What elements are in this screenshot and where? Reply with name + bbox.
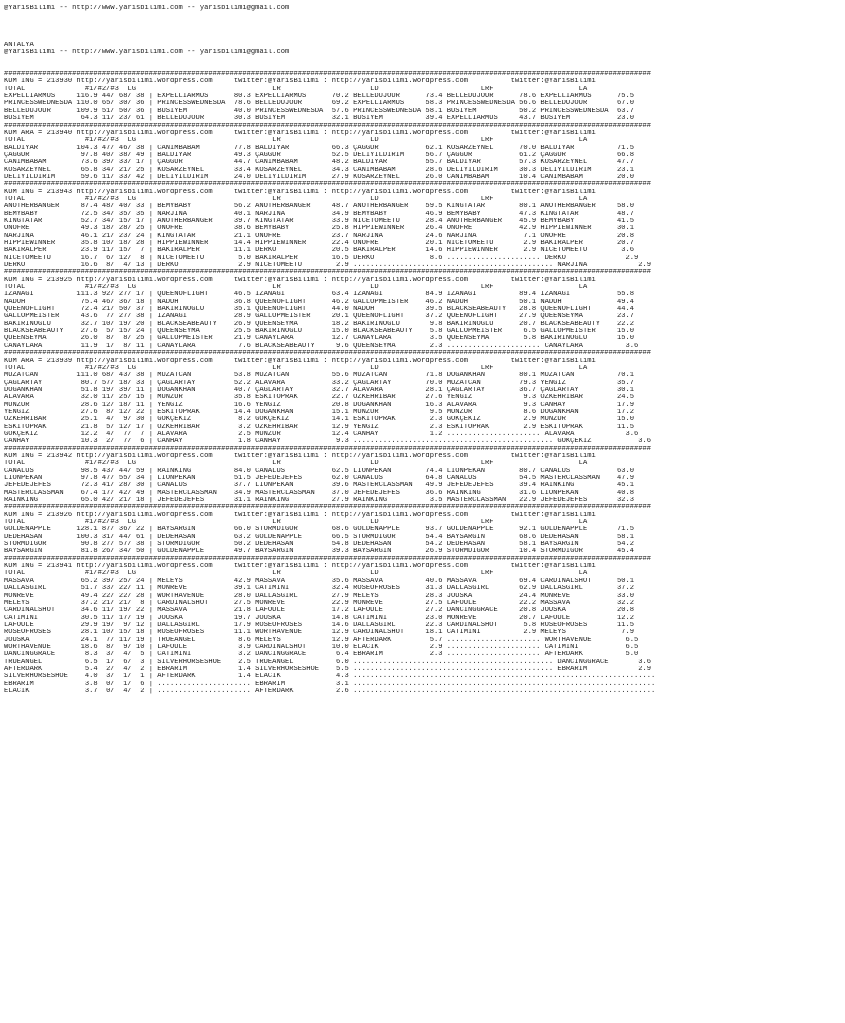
horse-row: CATIMINI 30.5 11/ 17/ 19 | JOUSKA 19.7 JOUSKA 14.8 CATIMINI 23.0 MONREVE 20.7 LAFOULE 12.2 [4, 614, 635, 622]
credit-line: @YarisBilimi -- http://www.yarisbilimi.com -- yarisbilimi@gmail.com [4, 49, 290, 57]
horse-row: QUEENOFLIGHT 72.4 21/ 50/ 37 | BAKIRINOGLU 35.1 QUEENOFLIGHT 44.0 NADUH 39.5 BLACKSEABEAUTY 28.8 QUEENOFLIGHT 44.4 [4, 306, 635, 314]
race-header: KUM ARA = 213940 http://yarisbilimi.wordpress.com twitter:@YarisBilimi : http://yarisbilimi.wordpress.com twitter:@YarisBilimi [4, 129, 596, 137]
horse-row: CANAYLARA 11.9 1/ 8/ 11 | CANAYLARA 7.6 BLACKSEABEAUTY 9.6 QUEENSEYMA 2.3 ...................... CANAYLARA 3.6 [4, 342, 639, 350]
horse-row: GALLOPMEISTER 43.6 7/ 27/ 38 | IZANAGI 28.9 GALLOPMEISTER 20.1 QUEENOFLIGHT 37.2 QUEENOFLIGHT 27.9 QUEENSEYMA 23.7 [4, 313, 635, 321]
race-block [4, 181, 845, 269]
horse-row: QUEENSEYMA 26.0 8/ 8/ 25 | GALLOPMEISTER 21.9 CANAYLARA 12.7 CANAYLARA 3.5 QUEENSEYMA 5.8 BAKIRINOGLU 15.0 [4, 335, 635, 343]
horse-row: MUZATCAN 111.0 68/ 43/ 38 | MUZATCAN 53.8 MUZATCAN 55.6 MUZATCAN 71.8 DOGANKHAN 80.1 MUZATCAN 70.1 [4, 372, 635, 380]
race-block [4, 123, 845, 182]
horse-row: EXPELLIARMUS 116.9 44/ 68/ 38 | EXPELLIARMUS 80.3 EXPELLIARMUS 70.2 BELLEDUJOUR 73.4 BELLEDUJOUR 78.6 EXPELLIARMUS 75.5 [4, 93, 635, 101]
horse-row: ESKITOPRAK 21.8 5/ 12/ 17 | ÖZKEHRIBAR 3.2 ÖZKEHRIBAR 12.9 YENGIZ 2.3 ESKITOPRAK 2.9 ESKITOPRAK 11.5 [4, 423, 635, 431]
header-line: @YarisBilimi -- http://www.yarisbilimi.com -- yarisbilimi@gmail.com [4, 5, 290, 12]
spacer [4, 12, 845, 19]
spacer [4, 27, 845, 34]
horse-row: ELACIK 3.7 0/ 4/ 2 | ...................... AFTERDARK 2.6 ....................................................................... [4, 687, 656, 695]
horse-row: PRINCESSWEDNESDA 110.0 65/ 30/ 36 | PRINCESSWEDNESDA 78.6 BELLEDUJOUR 69.2 EXPELLIARMUS 58.3 PRINCESSWEDNESDA 56.6 BELLEDUJOUR 67.0 [4, 100, 635, 108]
horse-row: DEDEHASAN 100.3 31/ 44/ 61 | DEDEHASAN 63.2 GOLDENAPPLE 66.5 STORMDIGOR 54.4 BAYSARGIN 68.6 DEDEHASAN 58.1 [4, 533, 635, 541]
race-header: KUM ING = 213943 http://yarisbilimi.wordpress.com twitter:@YarisBilimi : http://yarisbilimi.wordpress.com twitter:@YarisBilimi [4, 188, 596, 196]
spacer [4, 34, 845, 41]
horse-row: CANIMBABAM 73.6 39/ 33/ 17 | ÇAGGÜR 44.7 CANIMBABAM 48.2 BALDIYAR 55.7 BALDIYAR 57.3 KOSARZEYNEL 47.7 [4, 159, 635, 167]
horse-row: TRUEANGEL 6.5 1/ 6/ 3 | SILVERHORSESHOE 2.5 TRUEANGEL 6.0 ............................................... DANCINGGRACE 3.6 [4, 658, 652, 666]
spacer [4, 20, 845, 27]
horse-row: KOSARZEYNEL 65.8 34/ 21/ 25 | KOSARZEYNEL 33.4 KOSARZEYNEL 34.3 CANIMBABAM 28.6 DELIYILDIRIM 30.3 DELIYILDIRIM 23.1 [4, 166, 635, 174]
race-block [4, 446, 845, 505]
separator-line: ######################################################################################################################################################## [4, 445, 652, 453]
horse-row: MELEYS 37.2 21/ 21/ 8 | CARDINALSHOT 27.5 MONREVE 22.9 MONREVE 27.5 LAFOULE 22.2 MASSAVA 32.2 [4, 599, 635, 607]
horse-row: SILVERHORSESHOE 4.0 3/ 1/ 1 | AFTERDARK 1.4 ELACIK 4.3 ....................................................................... [4, 673, 656, 681]
horse-row: DANCINGGRACE 8.3 3/ 4/ 5 | CATIMINI 3.2 DANCINGGRACE 6.4 EBRARIM 2.3 ...................... AFTERDARK 5.0 [4, 651, 639, 659]
spacer [4, 64, 845, 71]
race-header: KUM ING = 213941 http://yarisbilimi.wordpress.com twitter:@YarisBilimi : http://yarisbilimi.wordpress.com twitter:@YarisBilimi [4, 563, 596, 571]
race-block [4, 269, 845, 350]
horse-row: MASTERCLASSMAN 67.4 17/ 42/ 49 | MASTERCLASSMAN 34.9 MASTERCLASSMAN 37.0 JEFEDEJEFES 36.6 RAINKING 31.6 LIONPEKAN 40.8 [4, 489, 635, 497]
horse-row: ROSEOFROSES 28.1 10/ 15/ 18 | ROSEOFROSES 11.1 WORTHAVENUE 12.9 CARDINALSHOT 18.1 CATIMINI 2.9 MELEYS 7.9 [4, 629, 635, 637]
horse-row: DELIYILDIRIM 59.6 11/ 33/ 42 | DELIYILDIRIM 24.0 DELIYILDIRIM 27.9 KOSARZEYNEL 26.0 CANIMBABAM 10.4 CANIMBABAM 20.0 [4, 173, 635, 181]
horse-row: ONOFRE 49.3 18/ 28/ 25 | ONOFRE 38.6 BEMYBABY 25.8 HIPPIEWINNER 26.4 ONOFRE 42.9 HIPPIEWINNER 30.1 [4, 225, 635, 233]
horse-row: LIONPEKAN 97.8 47/ 55/ 34 | LIONPEKAN 51.5 JEFEDEJEFES 62.0 CANALUS 64.8 CANALUS 54.5 MASTERCLASSMAN 47.9 [4, 475, 635, 482]
horse-row: WORTHAVENUE 18.6 8/ 9/ 10 | LAFOULE 3.9 CARDINALSHOT 10.0 ELACIK 2.9 ...................... CATIMINI 6.5 [4, 643, 639, 651]
race-header: KUM ARA = 213939 http://yarisbilimi.wordpress.com twitter:@YarisBilimi : http://yarisbilimi.wordpress.com twitter:@YarisBilimi [4, 357, 596, 365]
horse-row: NARJINA 46.1 21/ 23/ 24 | KINGTATAR 21.1 ONOFRE 23.7 NARJINA 24.6 NARJINA 7.1 ONOFRE 20.8 [4, 232, 635, 240]
column-headers: TOTAL #1/#2/#3 LG LR LD LRF LA [4, 85, 588, 93]
horse-row: MASSAVA 65.2 39/ 25/ 24 | MELEYS 42.9 MASSAVA 35.6 MASSAVA 40.6 MASSAVA 69.4 CARDINALSHOT 50.1 [4, 577, 635, 585]
race-list [4, 71, 845, 695]
column-headers: TOTAL #1/#2/#3 LG LR LD LRF LA [4, 519, 588, 527]
horse-row: BAKIRALPER 23.9 11/ 15/ 7 | BAKIRALPER 11.1 DERKO 20.5 BAKIRALPER 14.6 HIPPIEWINNER 2.9 NICETOMEETU 3.6 [4, 247, 635, 255]
separator-line: ######################################################################################################################################################## [4, 181, 652, 189]
horse-row: EBRARIM 3.8 0/ 1/ 6 | ...................... EBRARIM 3.1 ....................................................................... [4, 680, 656, 688]
race-block [4, 504, 845, 555]
horse-row: CANALUS 98.5 43/ 44/ 59 | RAINKING 84.0 CANALUS 62.5 LIONPEKAN 74.4 LIONPEKAN 80.7 CANALUS 63.0 [4, 467, 635, 475]
separator-line: ######################################################################################################################################################## [4, 122, 652, 130]
horse-row: HIPPIEWINNER 35.8 10/ 18/ 28 | HIPPIEWINNER 14.4 HIPPIEWINNER 22.4 ONOFRE 20.1 NICETOMEETU 2.9 BAKIRALPER 20.7 [4, 240, 635, 247]
horse-row: JEFEDEJEFES 72.3 41/ 28/ 30 | CANALUS 37.7 LIONPEKAN 39.6 MASTERCLASSMAN 49.9 JEFEDEJEFES 39.4 RAINKING 45.1 [4, 482, 635, 490]
horse-row: YENGIZ 27.6 8/ 12/ 22 | ESKITOPRAK 14.4 DOGANKHAN 15.1 MUNZUR 9.5 MUNZUR 8.6 DOGANKHAN 17.2 [4, 408, 635, 416]
column-headers: TOTAL #1/#2/#3 LG LR LD LRF LA [4, 364, 588, 372]
horse-row: KINGTATAR 52.7 34/ 15/ 17 | ANOTHERBANGER 39.7 KINGTATAR 33.9 NICETOMEETU 28.4 ANOTHERBANGER 45.9 BEMYBABY 41.5 [4, 217, 635, 225]
separator-line: ######################################################################################################################################################## [4, 269, 652, 277]
horse-row: CARDINALSHOT 34.6 11/ 19/ 22 | MASSAVA 21.8 LAFOULE 17.2 LAFOULE 27.2 DANCINGGRACE 20.8 JOUSKA 20.8 [4, 607, 635, 615]
spacer [4, 56, 845, 63]
horse-row: BAYSARGIN 81.8 26/ 34/ 50 | GOLDENAPPLE 49.7 BAYSARGIN 39.3 BAYSARGIN 26.9 STORMDIGOR 10.4 STORMDIGOR 45.4 [4, 548, 635, 556]
horse-row: ANOTHERBANGER 87.4 48/ 40/ 33 | BEMYBABY 56.2 ANOTHERBANGER 48.7 ANOTHERBANGER 59.5 KINGTATAR 80.1 ANOTHERBANGER 58.0 [4, 203, 635, 211]
horse-row: ÖZKEHRIBAR 25.1 4/ 9/ 30 | GÖKÇEKIZ 8.2 GÖKÇEKIZ 14.1 ESKITOPRAK 2.3 GÖKÇEKIZ 2.9 MUNZUR 15.0 [4, 416, 635, 424]
horse-row: DALLASGIRL 51.7 33/ 22/ 11 | MONREVE 39.1 CATIMINI 32.4 ROSEOFROSES 31.3 DALLASGIRL 62.9 DALLASGIRL 37.2 [4, 585, 635, 593]
horse-row: DERKO 16.6 8/ 4/ 13 | DERKO 2.9 NICETOMEETU 2.9 ............................................... NARJINA 2.9 [4, 262, 652, 270]
separator-line: ######################################################################################################################################################## [4, 350, 652, 358]
horse-row: JOUSKA 24.1 7/ 11/ 19 | TRUEANGEL 8.6 MELEYS 12.9 AFTERDARK 5.7 ...................... WORTHAVENUE 6.5 [4, 636, 639, 644]
location-title: ANTALYA [4, 41, 34, 49]
horse-row: MONREVE 49.4 22/ 22/ 28 | WORTHAVENUE 28.0 DALLASGIRL 27.9 MELEYS 28.3 JOUSKA 24.4 MONREVE 33.0 [4, 592, 635, 600]
race-header: KUM ING = 213942 http://yarisbilimi.wordpress.com twitter:@YarisBilimi : http://yarisbilimi.wordpress.com twitter:@YarisBilimi [4, 452, 596, 460]
horse-row: BÜSIYEM 64.3 11/ 23/ 61 | BELLEDUJOUR 30.3 BÜSIYEM 32.1 BÜSIYEM 39.4 EXPELLIARMUS 43.7 BÜSIYEM 23.0 [4, 115, 635, 123]
column-headers: TOTAL #1/#2/#3 LG LR LD LRF LA [4, 284, 588, 292]
race-block [4, 71, 845, 122]
race-block [4, 350, 845, 445]
horse-row: STORMDIGOR 90.8 27/ 57/ 38 | STORMDIGOR 50.2 DEDEHASAN 54.8 DEDEHASAN 54.2 DEDEHASAN 58.1 BAYSARGIN 54.2 [4, 541, 635, 549]
horse-row: ALAVARA 32.0 11/ 25/ 15 | MUNZUR 35.8 ESKITOPRAK 22.7 ÖZKEHRIBAR 27.6 YENGIZ 9.3 ÖZKEHRIBAR 24.5 [4, 394, 635, 402]
horse-row: RAINKING 65.0 42/ 21/ 18 | JEFEDEJEFES 31.1 RAINKING 27.9 RAINKING 3.5 MASTERCLASSMAN 22.9 JEFEDEJEFES 32.3 [4, 497, 635, 505]
separator-line: ######################################################################################################################################################## [4, 71, 652, 79]
horse-row: NICETOMEETU 16.7 6/ 12/ 8 | NICETOMEETU 5.0 BAKIRALPER 16.5 DERKO 8.6 ...................... DERKO 2.9 [4, 254, 639, 262]
separator-line: ######################################################################################################################################################## [4, 504, 652, 512]
horse-row: MUNZUR 28.6 12/ 18/ 11 | YENGIZ 16.6 YENGIZ 20.8 DOGANKHAN 16.3 ALAVARA 9.3 CANHAY 17.9 [4, 401, 635, 409]
horse-row: NADUH 75.4 46/ 36/ 18 | NADUH 36.8 QUEENOFLIGHT 46.2 GALLOPMEISTER 46.2 NADUH 50.1 NADUH 49.4 [4, 298, 635, 306]
horse-row: BALDIYAR 104.3 47/ 46/ 38 | CANIMBABAM 77.8 BALDIYAR 66.3 ÇAGGÜR 62.1 KOSARZEYNEL 70.0 BALDIYAR 71.5 [4, 144, 635, 152]
horse-row: ÇAGLARTAY 80.7 57/ 18/ 33 | ÇAGLARTAY 52.2 ALAVARA 33.2 ÇAGLARTAY 70.0 MUZATCAN 79.3 YENGIZ 35.7 [4, 379, 635, 387]
horse-row: AFTERDARK 5.4 2/ 4/ 2 | EBRARIM 1.4 SILVERHORSESHOE 5.5 ............................................... EBRARIM 2.9 [4, 665, 652, 673]
horse-row: CANHAY 10.3 2/ 7/ 6 | CANHAY 1.8 CANHAY 9.3 ............................................... GÖKÇEKIZ 3.6 [4, 438, 652, 446]
column-headers: TOTAL #1/#2/#3 LG LR LD LRF LA [4, 137, 588, 145]
horse-row: LAFOULE 29.9 19/ 9/ 12 | DALLASGIRL 17.9 ROSEOFROSES 14.6 DALLASGIRL 22.3 CARDINALSHOT 5.8 ROSEOFROSES 11.5 [4, 621, 635, 629]
horse-row: GOLDENAPPLE 128.1 87/ 36/ 22 | BAYSARGIN 66.0 STORMDIGOR 68.6 GOLDENAPPLE 93.7 GOLDENAPPLE 92.1 GOLDENAPPLE 71.5 [4, 526, 635, 534]
horse-row: BAKIRINOGLU 32.7 10/ 19/ 20 | BLACKSEABEAUTY 26.9 QUEENSEYMA 18.2 BAKIRINOGLU 9.8 BAKIRINOGLU 20.7 BLACKSEABEAUTY 22.2 [4, 320, 635, 328]
column-headers: TOTAL #1/#2/#3 LG LR LD LRF LA [4, 570, 588, 578]
race-header: KUM ING = 213926 http://yarisbilimi.wordpress.com twitter:@YarisBilimi : http://yarisbilimi.wordpress.com twitter:@YarisBilimi [4, 511, 596, 519]
horse-row: BLACKSEABEAUTY 27.6 5/ 15/ 24 | QUEENSEYMA 25.5 BAKIRINOGLU 15.0 BLACKSEABEAUTY 5.8 GALLOPMEISTER 6.5 GALLOPMEISTER 15.0 [4, 328, 635, 336]
horse-row: GÖKÇEKIZ 12.2 4/ 7/ 7 | ALAVARA 2.5 MUNZUR 12.4 CANHAY 1.2 ...................... ALAVARA 3.6 [4, 430, 639, 438]
horse-row: ÇAGGÜR 97.8 40/ 38/ 49 | BALDIYAR 49.3 ÇAGGÜR 52.5 DELIYILDIRIM 56.7 ÇAGGÜR 61.2 ÇAGGÜR 66.8 [4, 151, 635, 159]
column-headers: TOTAL #1/#2/#3 LG LR LD LRF LA [4, 460, 588, 468]
separator-line: ######################################################################################################################################################## [4, 555, 652, 563]
column-headers: TOTAL #1/#2/#3 LG LR LD LRF LA [4, 195, 588, 203]
race-header: KUM ING = 213925 http://yarisbilimi.wordpress.com twitter:@YarisBilimi : http://yarisbilimi.wordpress.com twitter:@YarisBilimi [4, 276, 596, 284]
horse-row: IZANAGI 111.3 92/ 27/ 17 | QUEENOFLIGHT 46.5 IZANAGI 63.4 IZANAGI 84.9 IZANAGI 89.4 IZANAGI 55.8 [4, 291, 635, 299]
race-header: KUM ING = 213930 http://yarisbilimi.wordpress.com twitter:@YarisBilimi : http://yarisbilimi.wordpress.com twitter:@YarisBilimi [4, 78, 596, 86]
horse-row: DOGANKHAN 51.8 19/ 39/ 11 | DOGANKHAN 40.7 ÇAGLARTAY 32.7 ALAVARA 28.1 ÇAGLARTAY 36.7 ÇAGLARTAY 30.1 [4, 386, 635, 394]
race-block [4, 556, 845, 696]
horse-row: BEMYBABY 72.5 34/ 35/ 35 | NARJINA 40.1 NARJINA 34.9 BEMYBABY 46.9 BEMYBABY 47.3 KINGTATAR 48.7 [4, 210, 635, 218]
horse-row: BELLEDUJOUR 109.9 51/ 50/ 36 | BÜSIYEM 40.0 PRINCESSWEDNESDA 57.6 PRINCESSWEDNESDA 58.1 BÜSIYEM 50.2 PRINCESSWEDNESDA 63.7 [4, 107, 635, 115]
